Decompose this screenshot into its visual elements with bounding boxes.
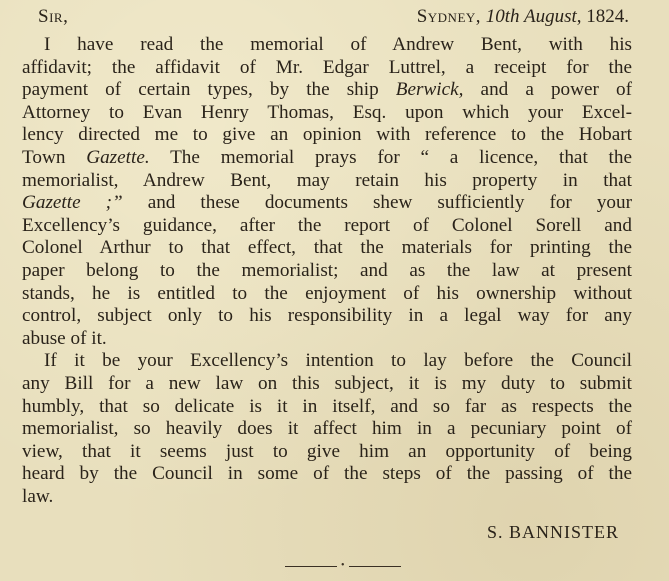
body-line: memorialist, Andrew Bent, may retain his property in that	[22, 169, 632, 191]
dateline-date: 10th August	[485, 6, 577, 27]
body-line: memorialist, so heavily does it affect him in a pecuniary point of	[22, 418, 632, 440]
letter-header	[38, 4, 629, 32]
body-text: Town	[22, 146, 87, 168]
body-line: view, that it seems just to give him an opportunity of being	[22, 440, 632, 462]
divider-dot: •	[341, 560, 345, 571]
body-line: stands, he is entitled to the enjoyment of his ownership without	[22, 282, 632, 304]
body-line	[22, 192, 632, 215]
body-line	[22, 147, 632, 170]
body-line: Excellency’s guidance, after the report of Colonel Sorell and	[22, 214, 632, 236]
divider-line-right	[349, 566, 401, 567]
dateline	[417, 6, 629, 28]
ship-name: Berwick,	[395, 79, 464, 101]
body-text: and these documents shew sufficiently for your	[122, 192, 632, 214]
body-text: payment of certain types, by the ship	[22, 79, 396, 101]
body-text: The memorial prays for “ a licence, that the	[149, 146, 632, 168]
body-line	[22, 79, 632, 102]
body-line: any Bill for a new law on this subject, it is my duty to submit	[22, 372, 632, 394]
body-line: I have read the memorial of Andrew Bent, with his	[44, 34, 632, 55]
signature: S. BANNISTER	[486, 522, 619, 542]
body-line: law.	[22, 485, 54, 507]
body-line: heard by the Council in some of the steps of the passing of the	[22, 463, 632, 485]
newspaper-name: Gazette ;”	[22, 192, 123, 214]
body-line: lency directed me to give an opinion with reference to the Hobart	[22, 124, 632, 146]
body-text: and a power of	[463, 79, 632, 101]
body-line: affidavit; the affidavit of Mr. Edgar Luttrel, a receipt for the	[22, 56, 632, 78]
body-line: Attorney to Evan Henry Thomas, Esq. upon which your Excel-	[22, 101, 632, 123]
body-line: paper belong to the memorialist; and as the law at present	[22, 259, 632, 281]
salutation: Sir,	[38, 6, 69, 27]
body-line: humbly, that so delicate is it in itself, and so far as respects the	[22, 395, 632, 417]
letter-body	[22, 34, 632, 508]
body-line: control, subject only to his responsibility in a legal way for any	[22, 305, 632, 327]
newspaper-name: Gazette.	[86, 146, 150, 168]
body-line: If it be your Excellency’s intention to lay before the Council	[44, 350, 632, 372]
section-divider	[285, 561, 401, 571]
body-line: Colonel Arthur to that effect, that the materials for printing the	[22, 237, 632, 259]
dateline-place: Sydney,	[416, 6, 482, 27]
body-line: abuse of it.	[22, 327, 107, 349]
dateline-year: , 1824.	[576, 6, 629, 27]
divider-line-left	[285, 566, 337, 567]
